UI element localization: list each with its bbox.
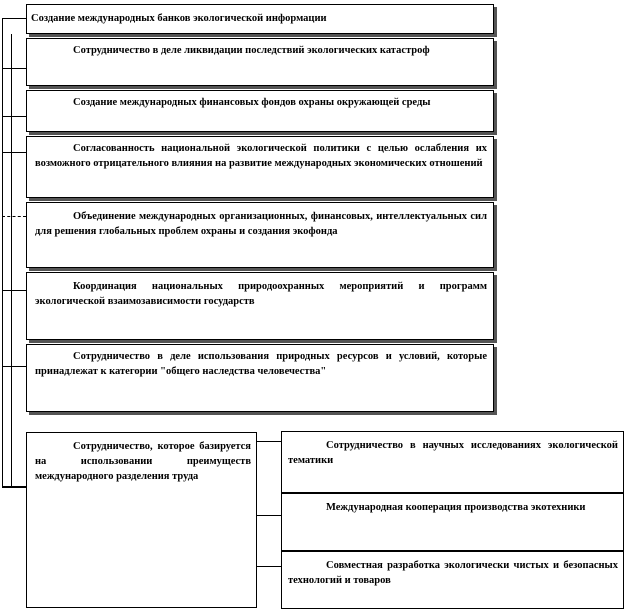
rail-tick-7 xyxy=(2,366,26,367)
box-heritage-text: Сотрудничество в деле использования природных ресурсов и условий, которые принадлежат к категории "общего наследства человечества" xyxy=(35,351,487,377)
box-coordination-text: Координация национальных природоохранных мероприятий и программ экологической взаимозависимости государств xyxy=(35,281,487,307)
box-heritage xyxy=(26,344,494,412)
box-coordination xyxy=(26,272,494,340)
box-unification xyxy=(26,202,494,268)
box-funds xyxy=(26,90,494,132)
box-research xyxy=(281,431,624,493)
rail-tick-6 xyxy=(2,290,26,291)
connector-technologies xyxy=(257,566,281,567)
rail-tick-5 xyxy=(2,216,26,217)
connector-cooperation xyxy=(257,515,281,516)
box-funds-text: Создание международных финансовых фондов охраны окружающей среды xyxy=(73,97,431,108)
box-policy xyxy=(26,136,494,198)
rail-tick-4 xyxy=(2,152,26,153)
box-cooperation xyxy=(281,493,624,551)
box-unification-text: Объединение международных организационных, финансовых, интеллектуальных сил для решения глобальных проблем охраны и создания экофонда xyxy=(35,211,487,237)
left-bracket-inner-rail xyxy=(11,34,12,486)
box-division-of-labor xyxy=(26,432,257,608)
box-banks-text: Создание международных банков экологической информации xyxy=(31,13,327,24)
box-cooperation-text: Международная кооперация производства экотехники xyxy=(326,502,586,513)
rail-tick-8 xyxy=(2,486,26,487)
box-technologies xyxy=(281,551,624,609)
box-catastrophes-text: Сотрудничество в деле ликвидации последствий экологических катастроф xyxy=(73,45,430,56)
rail-tick-1 xyxy=(2,18,26,19)
connector-research xyxy=(257,441,281,442)
box-banks xyxy=(26,4,494,34)
rail-tick-3 xyxy=(2,116,26,117)
rail-tick-2 xyxy=(2,68,26,69)
box-technologies-text: Совместная разработка экологически чистых и безопасных технологий и товаров xyxy=(288,560,618,586)
box-division-of-labor-text: Сотрудничество, которое базируется на использовании преимуществ международного разделения труда xyxy=(35,441,251,482)
box-research-text: Сотрудничество в научных исследованиях экологической тематики xyxy=(288,440,618,466)
left-bracket-rail xyxy=(2,18,27,488)
box-policy-text: Согласованность национальной экологической политики с целью ослабления их возможного отрицательного влияния на развитие международных экономических отношений xyxy=(35,143,487,169)
box-catastrophes xyxy=(26,38,494,86)
